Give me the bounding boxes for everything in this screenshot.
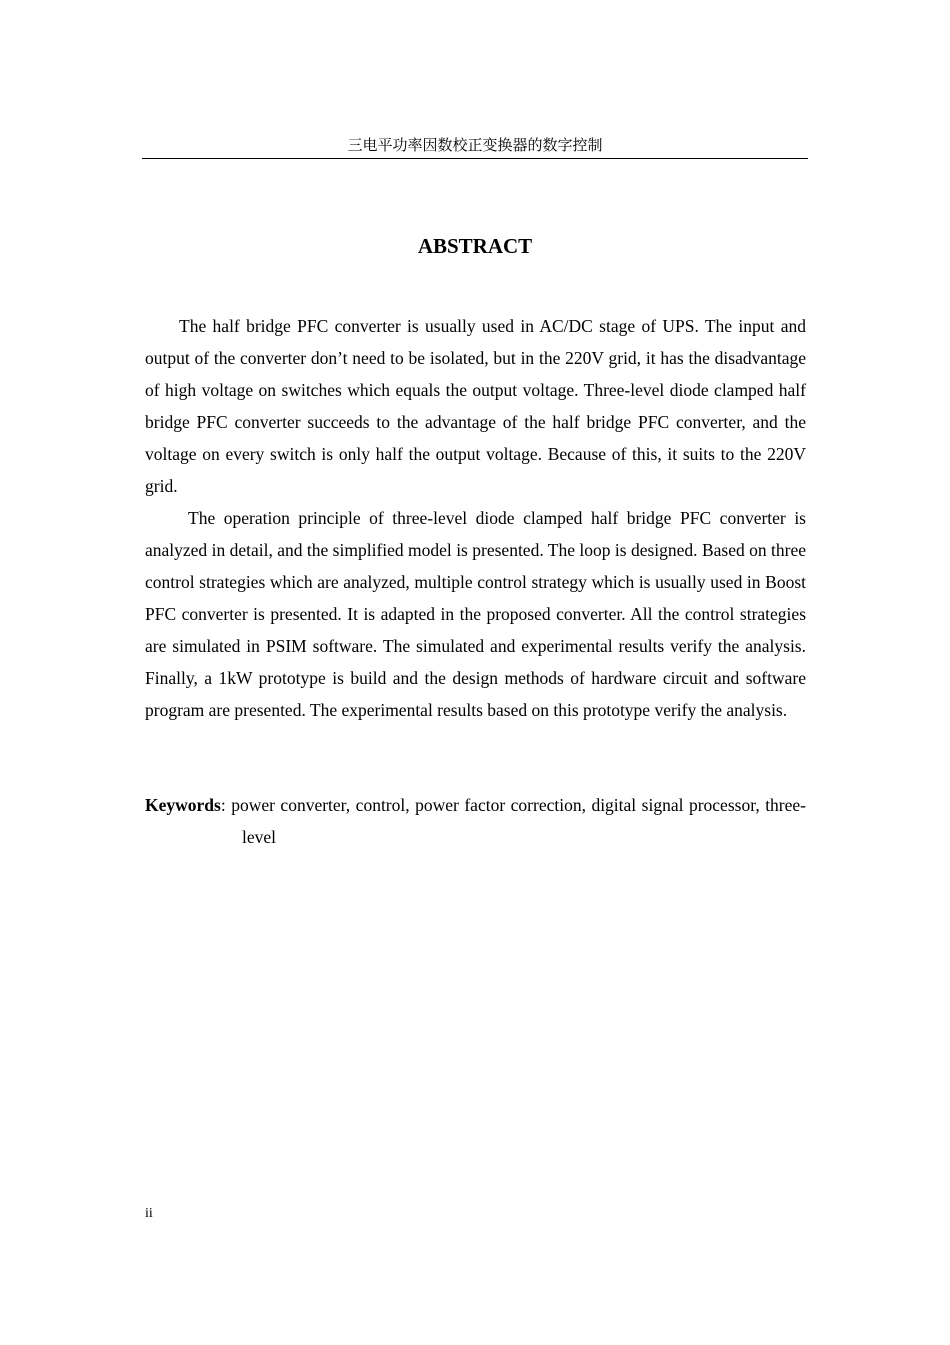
- keywords-separator: :: [220, 795, 226, 815]
- abstract-body: [145, 310, 806, 726]
- keywords-text: power converter, control, power factor correction, digital signal processor, three-level: [231, 795, 806, 847]
- abstract-title: ABSTRACT: [417, 234, 533, 258]
- running-title: 三电平功率因数校正变换器的数字控制: [347, 136, 603, 154]
- keywords-label: Keywords: [145, 795, 221, 815]
- abstract-paragraph-1: The half bridge PFC converter is usually used in AC/DC stage of UPS. The input and output of the converter don’t need to be isolated, but in the 220V grid, it has the disadvantage of high voltage on switches which equals the output voltage. Three-level diode clamped half bridge PFC converter succeeds to the advantage of the half bridge PFC converter, and the voltage on every switch is only half the output voltage. Because of this, it suits to the 220V grid.: [145, 316, 806, 496]
- running-header: [142, 134, 808, 159]
- abstract-paragraph-2: The operation principle of three-level diode clamped half bridge PFC converter is analyzed in detail, and the simplified model is presented. The loop is designed. Based on three control strategies which are analyzed, multiple control strategy which is usually used in Boost PFC converter is presented. It is adapted in the proposed converter. All the control strategies are simulated in PSIM software. The simulated and experimental results verify the analysis. Finally, a 1kW prototype is build and the design methods of hardware circuit and software program are presented. The experimental results based on this prototype verify the analysis.: [145, 508, 806, 720]
- keywords: [145, 789, 806, 853]
- page-number: ii: [145, 1206, 153, 1221]
